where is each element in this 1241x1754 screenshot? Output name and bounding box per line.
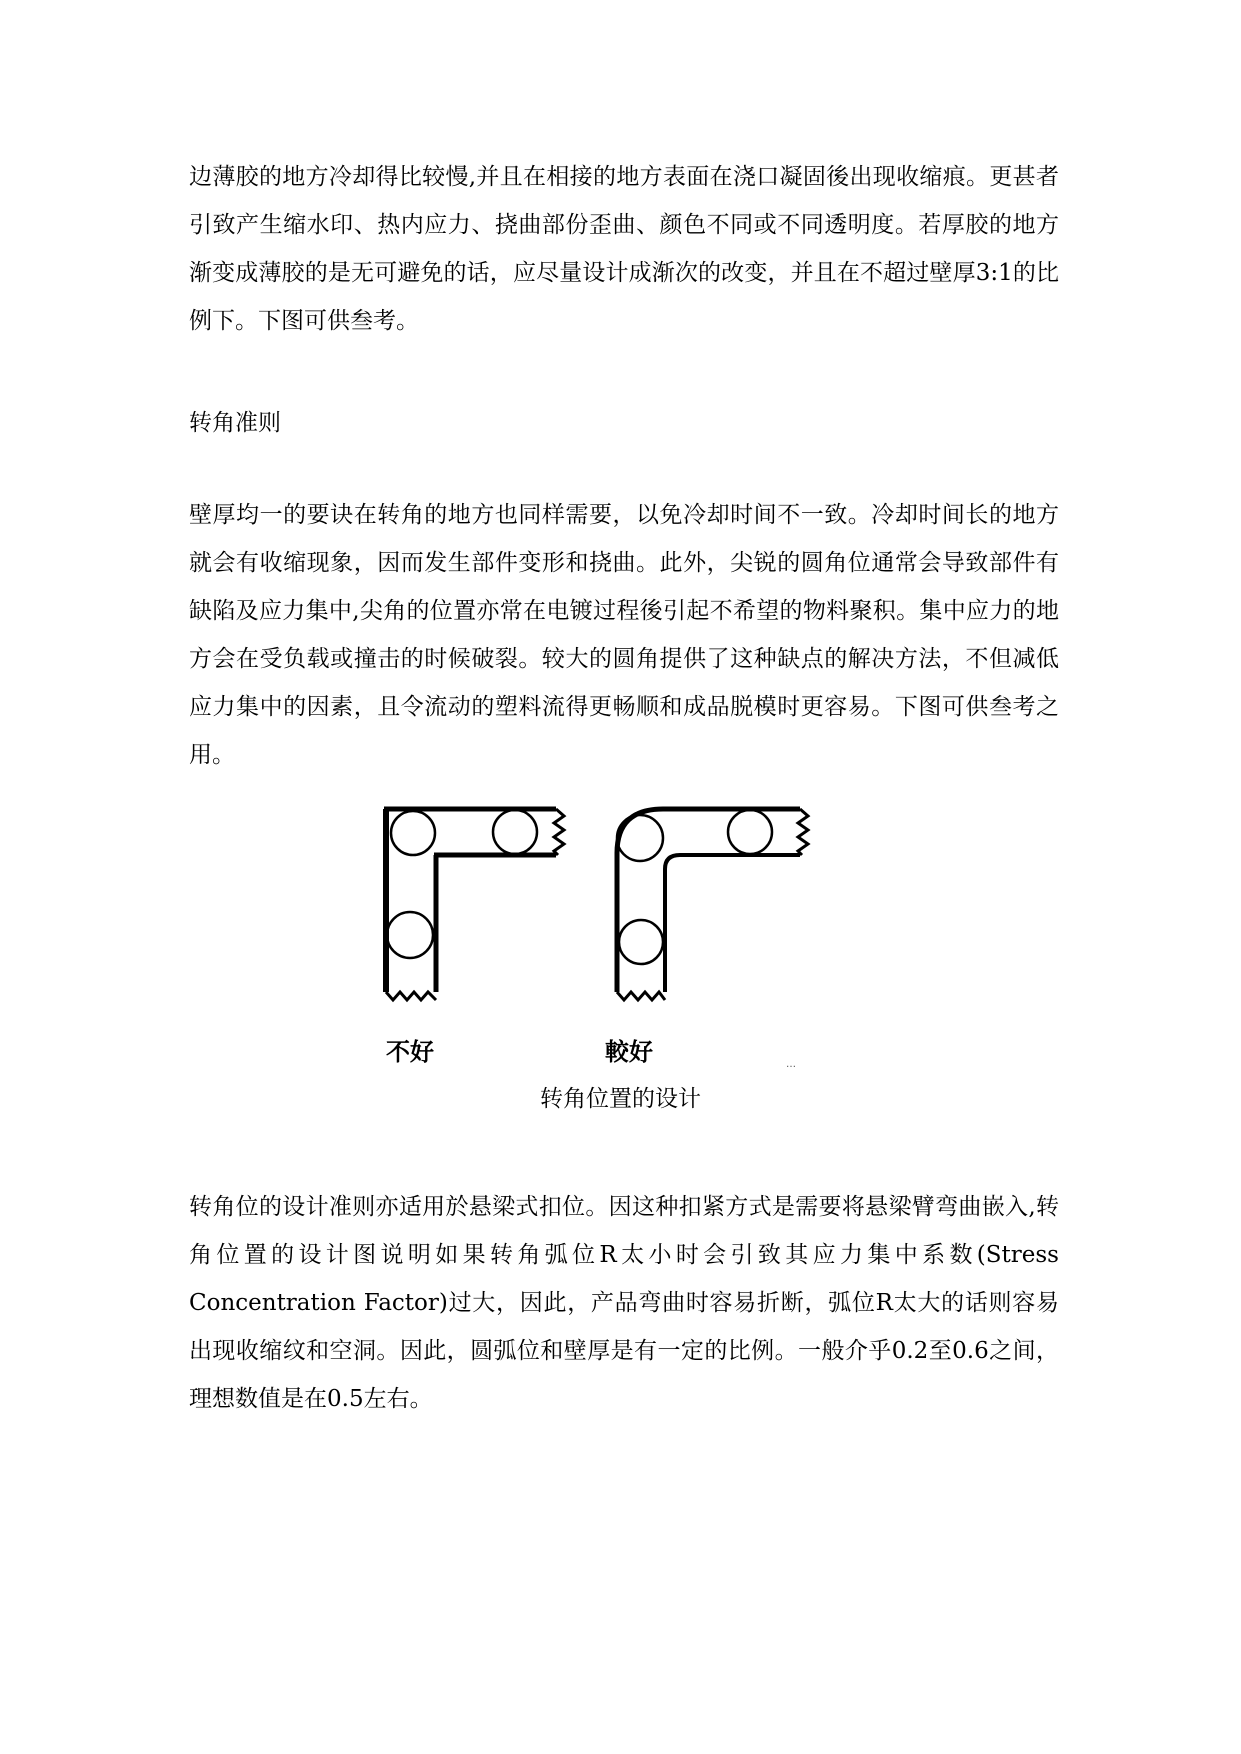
label-bad: 不好 <box>386 1038 434 1066</box>
section-heading-corner-rules: 转角准则 <box>189 410 281 436</box>
paragraph-wall-thickness: 边薄胶的地方冷却得比较慢,并且在相接的地方表面在浇口凝固後出现收缩痕。更甚者引致产生缩水印、热内应力、挠曲部份歪曲、颜色不同或不同透明度。若厚胶的地方渐变成薄胶的是无可避免的话，应尽量设计成渐次的改变，并且在不超过壁厚3:1的比例下。下图可供叁考。 <box>189 164 1059 334</box>
corner-design-figure <box>360 795 900 1095</box>
figure-ellipsis: … <box>786 1059 796 1070</box>
sharp-corner-diagram <box>384 809 564 1000</box>
paragraph-snap-fit: 转角位的设计准则亦适用於悬梁式扣位。因这种扣紧方式是需要将悬梁臂弯曲嵌入,转角位置的设计图说明如果转角弧位R太小时会引致其应力集中系数(Stress Concentration Factor)过大，因此，产品弯曲时容易折断，弧位R太大的话则容易出现收缩纹和空洞。因此，圆弧位和壁厚是有一定的比例。一般介乎0.2至0.6之间，理想数值是在0.5左右。 <box>189 1194 1059 1412</box>
rounded-corner-diagram <box>617 809 808 1000</box>
paragraph-corner-rules: 壁厚均一的要诀在转角的地方也同样需要，以免冷却时间不一致。冷却时间长的地方就会有收缩现象，因而发生部件变形和挠曲。此外，尖锐的圆角位通常会导致部件有缺陷及应力集中,尖角的位置亦常在电镀过程後引起不希望的物料聚积。集中应力的地方会在受负载或撞击的时候破裂。较大的圆角提供了这种缺点的解决方法，不但减低应力集中的因素，且令流动的塑料流得更畅顺和成品脱模时更容易。下图可供叁考之用。 <box>189 502 1059 768</box>
figure-caption: 转角位置的设计 <box>540 1086 701 1112</box>
label-good: 較好 <box>605 1038 653 1066</box>
